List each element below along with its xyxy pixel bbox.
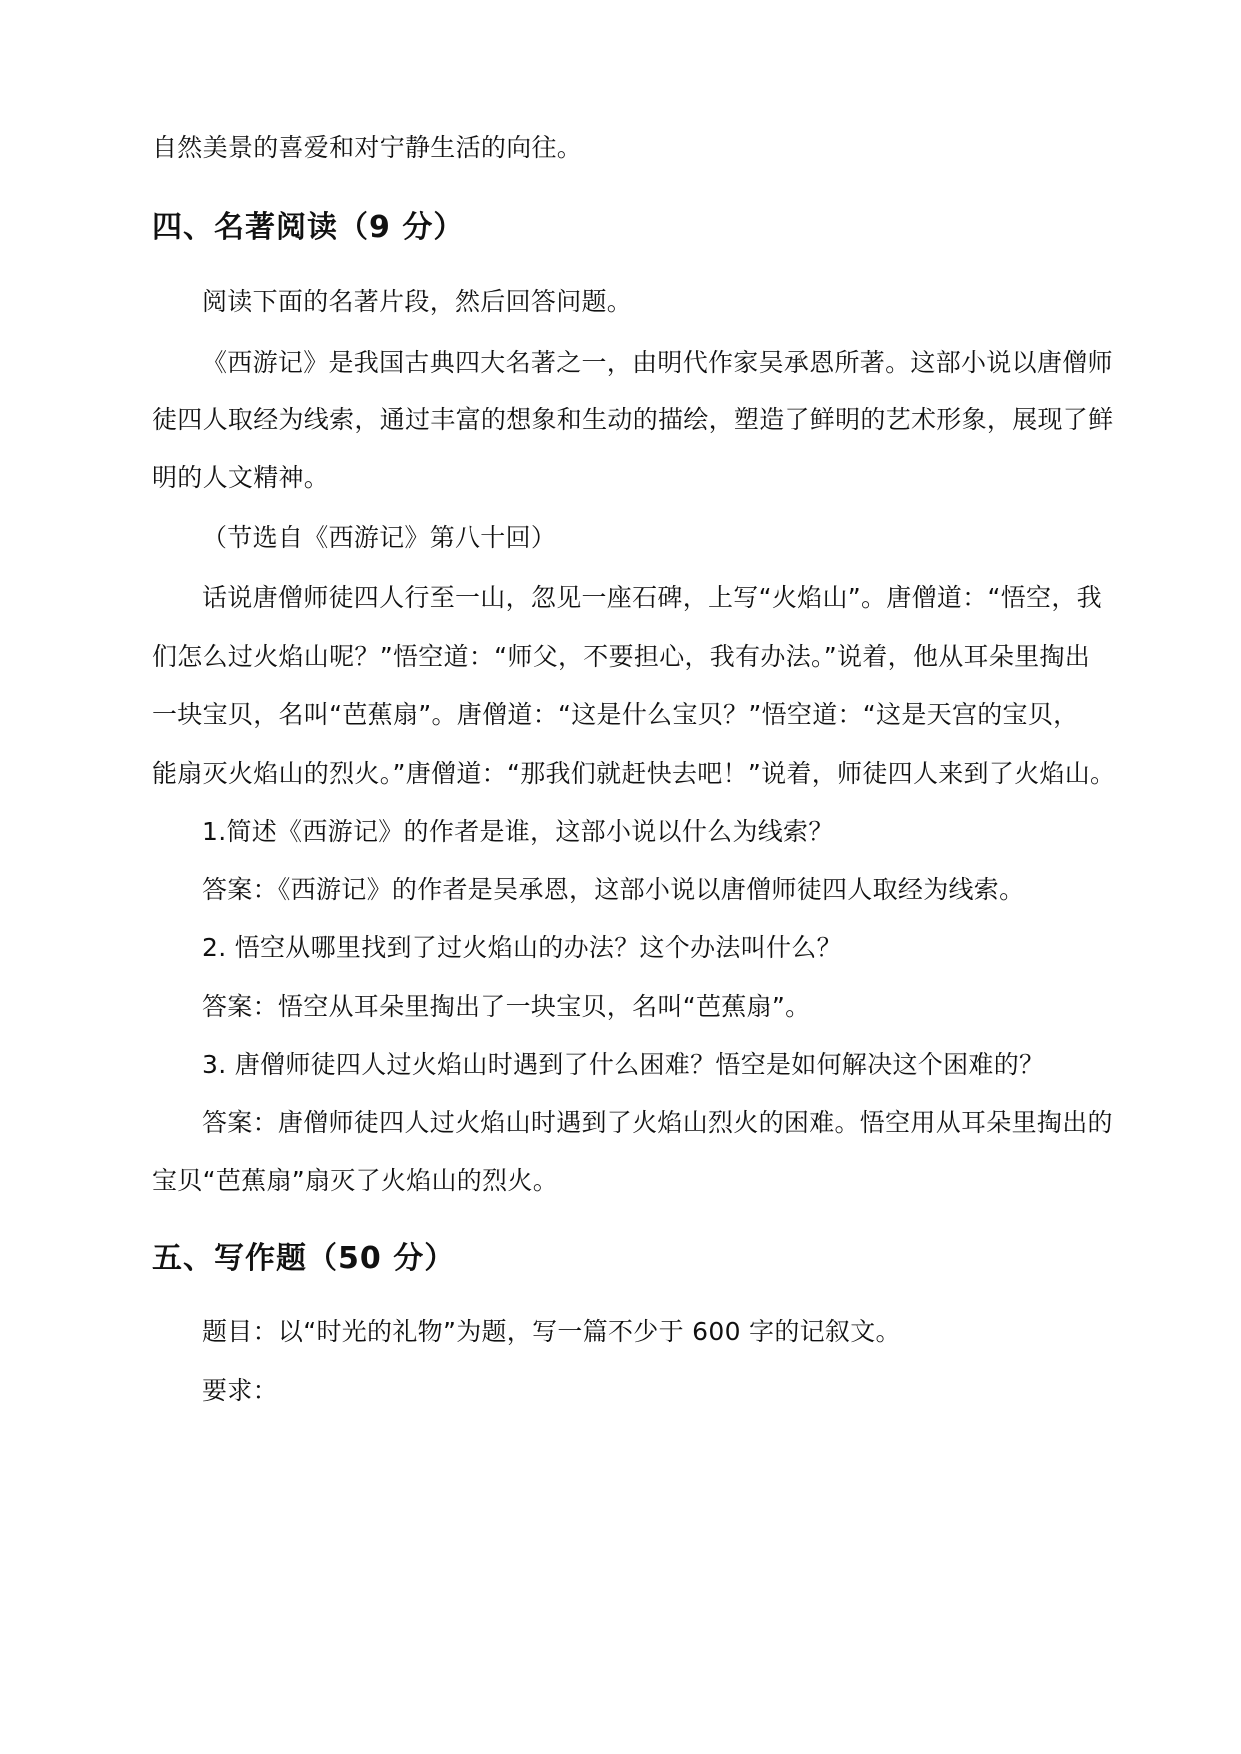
- reading-instruction: 阅读下面的名著片段，然后回答问题。: [202, 287, 633, 316]
- section-5-heading: 五、写作题（50 分）: [152, 1241, 456, 1276]
- continued-paragraph-line: 自然美景的喜爱和对宁静生活的向往。: [152, 133, 583, 162]
- excerpt-line-1: 话说唐僧师徒四人行至一山，忽见一座石碑，上写“火焰山”。唐僧道：“悟空，我: [202, 583, 1102, 612]
- intro-line-1: 《西游记》是我国古典四大名著之一，由明代作家吴承恩所著。这部小说以唐僧师: [202, 348, 1113, 377]
- answer-2: 答案：悟空从耳朵里掏出了一块宝贝，名叫“芭蕉扇”。: [202, 992, 811, 1021]
- excerpt-line-3: 一块宝贝，名叫“芭蕉扇”。唐僧道：“这是什么宝贝？”悟空道：“这是天宫的宝贝，: [152, 700, 1079, 729]
- question-1: 1.简述《西游记》的作者是谁，这部小说以什么为线索？: [202, 817, 834, 846]
- excerpt-line-4: 能扇灭火焰山的烈火。”唐僧道：“那我们就赶快去吧！”说着，师徒四人来到了火焰山。: [152, 759, 1116, 788]
- answer-3-line-1: 答案：唐僧师徒四人过火焰山时遇到了火焰山烈火的困难。悟空用从耳朵里掏出的: [202, 1108, 1113, 1137]
- section-4-heading: 四、名著阅读（9 分）: [152, 210, 465, 245]
- intro-line-3: 明的人文精神。: [152, 463, 330, 492]
- requirements-label: 要求：: [202, 1376, 278, 1405]
- intro-line-2: 徒四人取经为线索，通过丰富的想象和生动的描绘，塑造了鲜明的艺术形象，展现了鲜: [152, 405, 1114, 434]
- excerpt-line-2: 们怎么过火焰山呢？”悟空道：“师父，不要担心，我有办法。”说着，他从耳朵里掏出: [152, 642, 1091, 671]
- writing-prompt: 题目：以“时光的礼物”为题，写一篇不少于 600 字的记叙文。: [202, 1317, 901, 1346]
- question-2: 2. 悟空从哪里找到了过火焰山的办法？这个办法叫什么？: [202, 933, 842, 962]
- question-3: 3. 唐僧师徒四人过火焰山时遇到了什么困难？悟空是如何解决这个困难的？: [202, 1050, 1045, 1079]
- answer-3-line-2: 宝贝“芭蕉扇”扇灭了火焰山的烈火。: [152, 1166, 559, 1195]
- excerpt-source: （节选自《西游记》第八十回）: [202, 523, 557, 552]
- answer-1: 答案：《西游记》的作者是吴承恩，这部小说以唐僧师徒四人取经为线索。: [202, 875, 1025, 904]
